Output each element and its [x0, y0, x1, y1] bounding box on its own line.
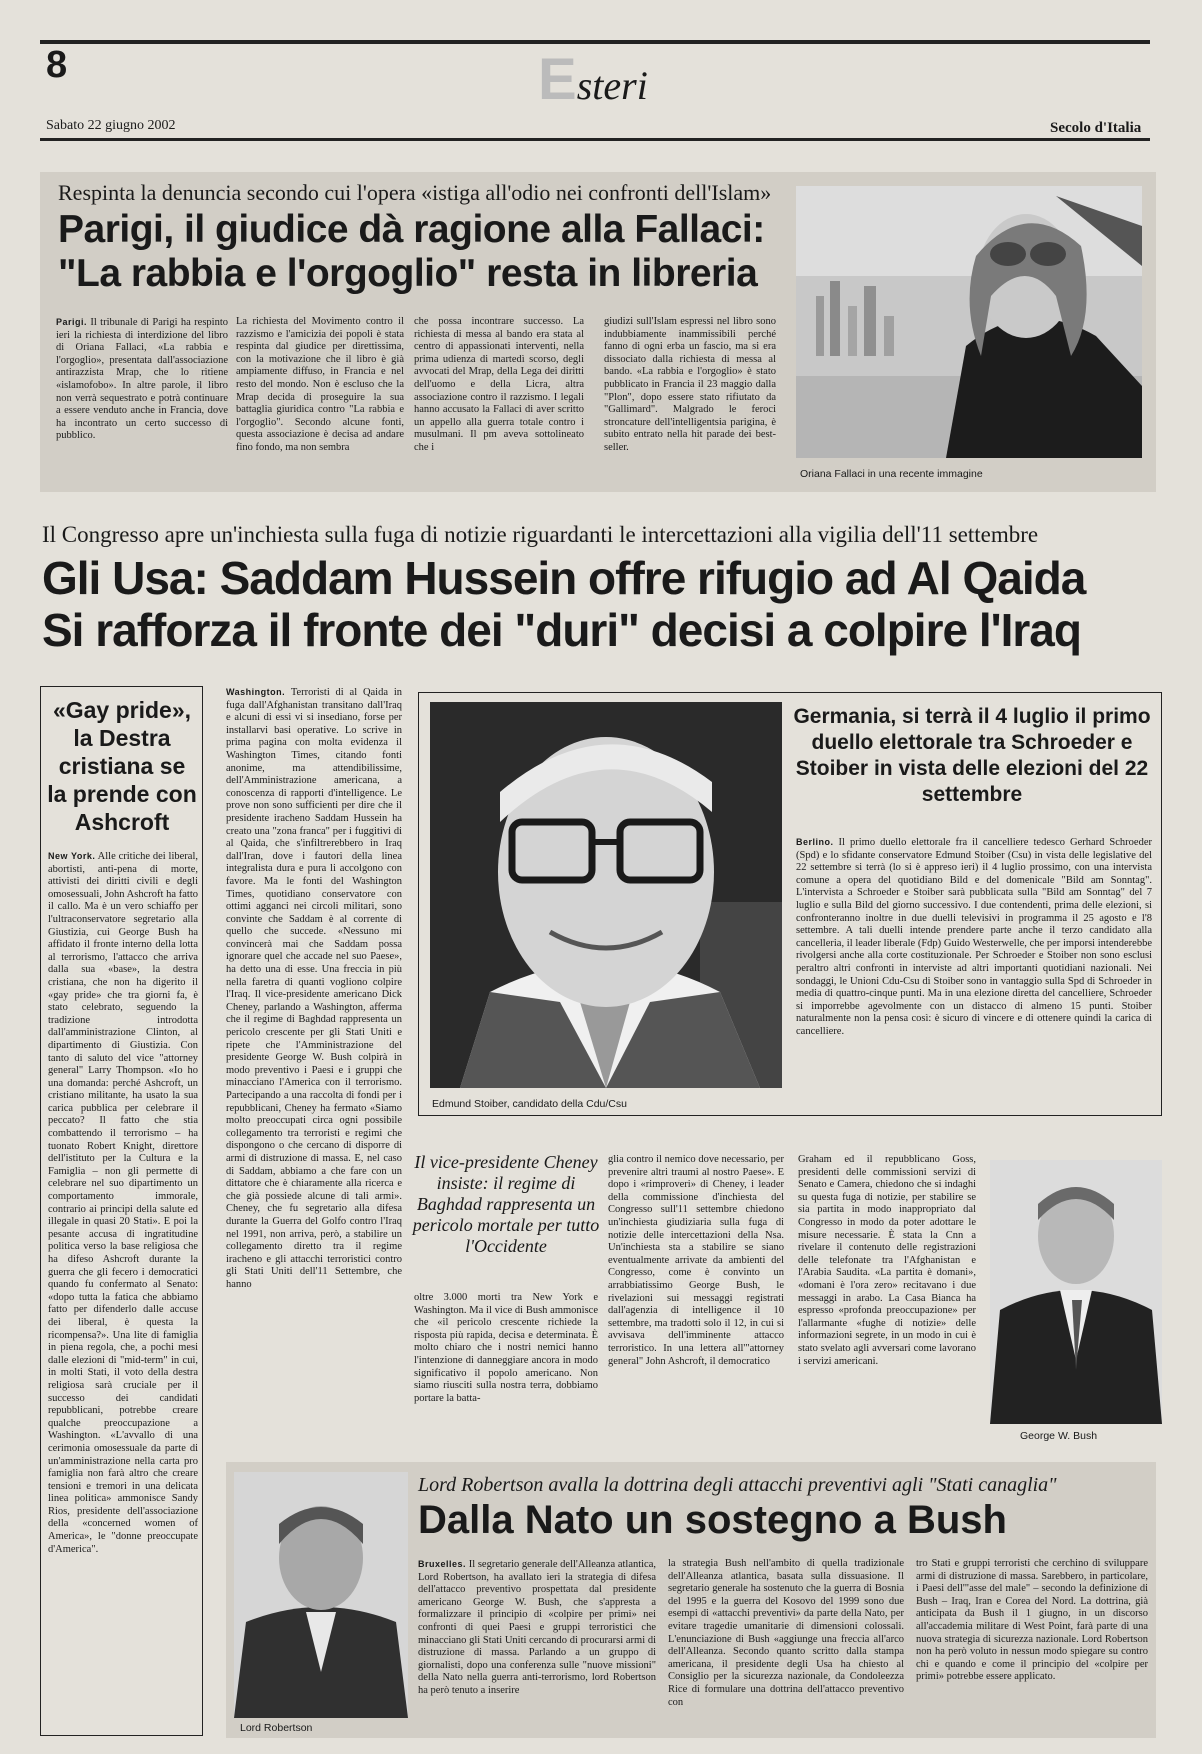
fallaci-column-1: [56, 316, 228, 484]
stoiber-caption: Edmund Stoiber, candidato della Cdu/Csu: [432, 1098, 627, 1110]
main-column-1: [226, 686, 402, 1456]
bush-photo: [990, 1160, 1162, 1424]
sidebar-headline: «Gay pride», la Destra cristiana se la prende con Ashcroft: [47, 697, 197, 835]
fallaci-kicker: Respinta la denuncia secondo cui l'opera «istiga all'odio nei confronti dell'Islam»: [58, 180, 772, 205]
bush-caption: George W. Bush: [1020, 1430, 1098, 1442]
fallaci-column-4: giudizi sull'Islam espressi nel libro sono indubbiamente inammissibili perché fanno di ogni erba un fascio, ma si era dissociato dalla richiesta di messa al bando. «La rabbia e l'orgoglio» è stato pubblicato in Francia il 23 maggio dalla "Plon", dopo essere stato rifiutato da "Gallimard". Malgrado le feroci stroncature dell'intelligentsia parigina, è subito entrato nella hit parade dei best-seller.: [604, 316, 776, 453]
main-column-3: glia contro il nemico dove necessario, per prevenire altri traumi al nostro Paese». E dopo i «rimproveri» di Cheney, i leader della commissione d'inchiesta del Congresso sull'11 settembre chiedono un'inchiesta giudiziaria sulla fuga di notizie delle intercettazioni della Nsa. Un'inchiesta sta a stabilire se siano eventualmente arrivate da ambienti del Congresso, come è convinto un arrabbiatissimo George Bush, le rivelazioni sui messaggi registrati dall'agenzia di intelligence il 10 settembre, ma tradotti solo il 12, in cui si avvisava dell'imminente attacco terroristico. In una lettera all'"attorney general" John Ashcroft, il democratico: [608, 1154, 784, 1367]
nato-kicker: Lord Robertson avalla la dottrina degli attacchi preventivi agli "Stati canaglia": [418, 1474, 1057, 1496]
fallaci-headline-line1: Parigi, il giudice dà ragione alla Fallaci:: [58, 208, 765, 251]
robertson-photo: [234, 1472, 408, 1718]
nato-column-2: la strategia Bush nell'ambito di quella tradizionale dell'Alleanza atlantica, basata sulla dissuasione. Il segretario generale ha sostenuto che la guerra di Bosnia del 1995 e la guerra del Kosovo del 1999 sono due esempi di «attacchi preventivi» da parte della Nato, per evitare tragedie umanitarie di dimensioni colossali. L'enunciazione di Bush «aggiunge una freccia all'arco dell'Alleanza. Secondo quanto scritto dalla stampa americana, il presidente degli Usa ha chiesto al Consiglio per la sicurezza nazionale, da Condoleezza Rice di formulare una dottrina dell'attacco preventivo con: [668, 1558, 904, 1708]
main-headline: [42, 552, 1085, 656]
stoiber-photo: [430, 702, 782, 1088]
sidebar-body: [48, 850, 198, 1730]
fallaci-dateline: Parigi.: [56, 317, 88, 327]
nato-text-1: Il segretario generale dell'Alleanza atlantica, Lord Robertson, ha avallato ieri la strategia di difesa dell'attacco preventivo prospettata dal presidente americano George W. Bush, che s'appresta a formalizzare il principio di «colpire per primi» nei confronti di quei Paesi e gruppi terroristici che minacciano gli Stati Uniti cercando di procurarsi armi di distruzione di massa. Parlando a un gruppo di giornalisti, dopo una conferenza sulle "nuove missioni" della Nato nella guerra anti-terrorismo, lord Robertson ha però tenuto a inserire: [418, 1559, 656, 1696]
main-headline-line2: Si rafforza il fronte dei "duri" decisi a colpire l'Iraq: [42, 604, 1081, 656]
fallaci-photo: [796, 186, 1142, 458]
main-headline-line1: Gli Usa: Saddam Hussein offre rifugio ad Al Qaida: [42, 552, 1086, 604]
sidebar-text: Alle critiche dei liberal, abortisti, anti-pena di morte, attivisti dei diritti civili e degli omosessuali, John Ashcroft ha fatto il callo. Ma è un vero schiaffo per l'ultraconservatore segretario alla Giustizia, cui George Bush ha affidato il fronte interno della lotta al terrorismo, l'attacco che arriva dalla sua «base», la destra cristiana, che non ha digerito il «gay pride» che tra giorni fa, è stato celebrato, seguendo la tradizione introdotta dall'amministrazione Clinton, al dipartimento di Giustizia. Con tanto di saluto del vice "attorney general" Larry Thompson. «Io ho una domanda: perché Ashcroft, un cristiano militante, ha usato la sua carica pubblica per celebrare il peccato? Il fatto che stia combattendo il terrorismo – ha tuonato Robert Knight, direttore dell'istituto per la Cultura e la Famiglia – non gli permette di celebrare nel suo dipartimento un comportamento immorale, contrario ai principi della salute ed illegale in quasi 20 Stati». E poi la pesante accusa di ingratitudine politica verso la base religiosa che ha difeso Ashcroft durante la guerra che gli fecero i democratici quando fu confermato al Senato: «dopo tutta la fatica che abbiamo fatto per difenderlo dalle accuse dei liberal, è questa la ricompensa?». Una lite di famiglia in piena regola, che, a pochi mesi dalle elezioni di "mid-term" in cui, in molti Stati, il voto della destra religiosa sarà cruciale per il successo dei candidati repubblicani, potrebbe creare qualche preoccupazione a Washington. «L'avvallo di una cerimonia omosessuale da parte di un'amministrazione nella carta pro famiglia non farà altro che creare tensioni e tremori in una delicata linea politica» ammonisce Sandy Rios, presidente dell'associazione della «concerned women of America», le "donne preoccupate d'America".: [48, 851, 198, 1555]
main-text-1: Terroristi di al Qaida in fuga dall'Afghanistan transitano dall'Iraq e alcuni di essi vi si insediano, forse per installarvi basi operative. Lo scrive in prima pagina con molta evidenza il Washington Times, citando fonti anonime, ma attendibilissime, dell'Amministrazione americana, a conoscenza di rapporti d'intelligence. Le prove non sono sufficienti per dire che il presidente iracheno Saddam Hussein ha creato una "zona franca" per i fuggitivi di al Qaida, che s'infiltrerebbero in Iraq dall'Iran, dove i fautori della linea integralista dura e pura li accolgono con favore. Ma le fonti del Washington Times, quotidiano conservatore con ottimi agganci nei circoli militari, sono convinte che Saddam è al corrente di quello che succede. «Nessuno mi convincerà mai che Saddam possa ignorare quel che accade nel suo Paese», ha detto una di esse. Una freccia in più nella faretra di quanti vogliono colpire l'Iraq. Il vice-presidente americano Dick Cheney, parlando a Washington, afferma che il regime di Baghdad rappresenta un pericolo crescente per gli Stati Uniti e ripete che l'Amministrazione del presidente George W. Bush colpirà in modo preventivo i Paesi e i gruppi che minacciano l'America con il terrorismo. Partecipando a una raccolta di fondi per i repubblicani, Cheney ha fermato «Siamo molto preoccupati circa ogni possibile collegamento tra terroristi e regimi che dispongono o che cercano di disporre di armi di distruzione di massa. E, nel caso di Saddam, abbiamo a che fare con un dittatore che è chiaramente alla ricerca e che già possiede alcune di tali armi». Cheney, che fu segretario alla difesa durante la Guerra del Golfo contro l'Iraq nel 1991, non arriva, però, a stabilire un collegamento diretto tra il regime iracheno e gli attacchi terroristici contro gli Stati Uniti dell'11 Settembre, che hanno: [226, 687, 402, 1290]
robertson-caption: Lord Robertson: [240, 1722, 313, 1734]
fallaci-photo-caption: Oriana Fallaci in una recente immagine: [800, 468, 983, 480]
germania-body: [796, 836, 1152, 1110]
top-rule: [40, 40, 1150, 44]
fallaci-text-1: Il tribunale di Parigi ha respinto ieri la richiesta di interdizione del libro di Oriana Fallaci, «La rabbia e l'orgoglio», presentata dall'associazione antirazzista Mrap, che lo ritiene «islamofobo». In altre parole, il libro non verrà sequestrato e potrà continuare a essere venduto anche in Francia, dove ha incontrato un certo successo di pubblico.: [56, 317, 228, 442]
main-dateline: Washington.: [226, 687, 286, 697]
fallaci-column-2: La richiesta del Movimento contro il razzismo e l'amicizia dei popoli è stata respinta dal giudice per direttissima, con la motivazione che il libro è già ampiamente diffuso, in Francia e nel resto del mondo. Non è escluso che la Mrap decida di proseguire la sua battaglia giuridica contro "La rabbia e l'orgoglio". Secondo alcune fonti, questa associazione è decisa ad andare fino fondo, ma non sembra: [236, 316, 404, 453]
issue-date: Sabato 22 giugno 2002: [46, 118, 176, 133]
nato-dateline: Bruxelles.: [418, 1559, 467, 1569]
germania-headline: Germania, si terrà il 4 luglio il primo duello elettorale tra Schroeder e Stoiber in vista delle elezioni del 22 settembre: [793, 705, 1151, 806]
sidebar-dateline: New York.: [48, 851, 96, 861]
newspaper-name: Secolo d'Italia: [1050, 120, 1142, 136]
nato-headline: Dalla Nato un sostegno a Bush: [418, 1498, 1007, 1542]
section-title: [538, 46, 648, 113]
cheney-pull-quote: Il vice-presidente Cheney insiste: il regime di Baghdad rappresenta un pericolo mortale per tutto l'Occidente: [412, 1152, 600, 1256]
fallaci-headline: [58, 208, 765, 296]
main-kicker: Il Congresso apre un'inchiesta sulla fuga di notizie riguardanti le intercettazioni alla vigilia dell'11 settembre: [42, 522, 1039, 547]
germania-dateline: Berlino.: [796, 837, 834, 847]
main-column-4: Graham ed il repubblicano Goss, presidenti delle commissioni servizi di Senato e Camera, chiedono che si indaghi su questa fuga di notizie, per stabilire se sia partita in modo inappropriato dal Congresso in modo da poter adottare le misure necessarie. È stata la Cnn a rivelare il contenuto delle registrazioni delle telefonate tra l'Afghanistan e l'Arabia Saudita. «La partita è domani», «domani è l'ora zero» recitavano i due messaggi in arabo. La Casa Bianca ha espresso «profonda preoccupazione» per l'allarmante «fughe di notizie» delle informazioni segrete, in un modo in cui è stato svelato agli avversari come lavorano i servizi americani.: [798, 1154, 976, 1367]
fallaci-headline-line2: "La rabbia e l'orgoglio" resta in libreria: [58, 252, 758, 295]
header-rule: [40, 138, 1150, 141]
fallaci-column-3: che possa incontrare successo. La richiesta di messa al bando era stata al centro di appassionati interventi, nella prima udienza di martedì scorso, degli avvocati del Mrap, della Lega dei diritti dell'uomo e della Licra, altra associazione contro il razzismo. I legali hanno accusato la Fallaci di aver scritto un appello alla guerra totale contro i musulmani. Il pm aveva sottolineato che i: [414, 316, 584, 453]
nato-column-1: [418, 1558, 656, 1734]
page-number: 8: [46, 44, 68, 86]
section-rest: steri: [576, 63, 648, 108]
section-initial: E: [538, 47, 577, 112]
nato-column-3: tro Stati e gruppi terroristi che cerchino di sviluppare armi di distruzione di massa. Sarebbero, in particolare, i Paesi dell'"asse del male" – secondo la definizione di Bush – Iraq, Iran e Corea del Nord. La dottrina, già anticipata da Bush il 1 giugno, in un discorso all'accademia militare di West Point, farà parte di una nuova strategia di sicurezza nazionale. Lord Robertson non ha però voluto in nessun modo spiegare su contro chi e quando e come il principio del «colpire per primi» potrebbe essere applicato.: [916, 1558, 1148, 1683]
germania-text: Il primo duello elettorale fra il cancelliere tedesco Gerhard Schroeder (Spd) e lo sfidante conservatore Edmund Stoiber (Csu) in vista delle legislative del 22 settembre si terrà (lo si è appreso ieri) il 4 luglio prossimo, con una intervista comune a opera del quotidiano Bild e del domenicale "Bild am Sonntag". L'intervista a Schroeder e Stoiber sarà pubblicata sulla "Bild am Sonntag" del 7 luglio e sulla Bild del giorno successivo. I due contendenti, prima delle elezioni, si confronteranno inoltre in due duelli televisivi in programma il 25 agosto e l'8 settembre. A tali duelli intende prendere parte anche il terzo candidato alla cancelleria, il leader liberale (Fdp) Guido Westerwelle, che per imporsi intenderebbe rivolgersi anche alla corte costituzionale. Per Schroeder e Stoiber non sono esclusi peraltro altri confronti in interviste ad altri importanti quotidiani nazionali. Nei sondaggi, le Unioni Cdu-Csu di Stoiber sono in vantaggio sulla Spd di Schroeder in media di quattro-cinque punti. Ma in una elezione diretta del cancelliere, Schroeder si imporrebbe agevolmente con un distacco di almeno 15 punti. Stoiber naturalmente non la pensa così: è sicuro di vincere e di ottenere quindi la carica di cancelliere.: [796, 837, 1152, 1037]
main-column-2: oltre 3.000 morti tra New York e Washington. Ma il vice di Bush ammonisce che «il pericolo crescente richiede la risposta più rapida, decisa e determinata. È molto chiaro che i nostri nemici hanno l'intenzione di danneggiare ancora in modo significativo il popolo americano. Non siamo riusciti sulla nostra terra, dobbiamo portare la batta-: [414, 1292, 598, 1404]
